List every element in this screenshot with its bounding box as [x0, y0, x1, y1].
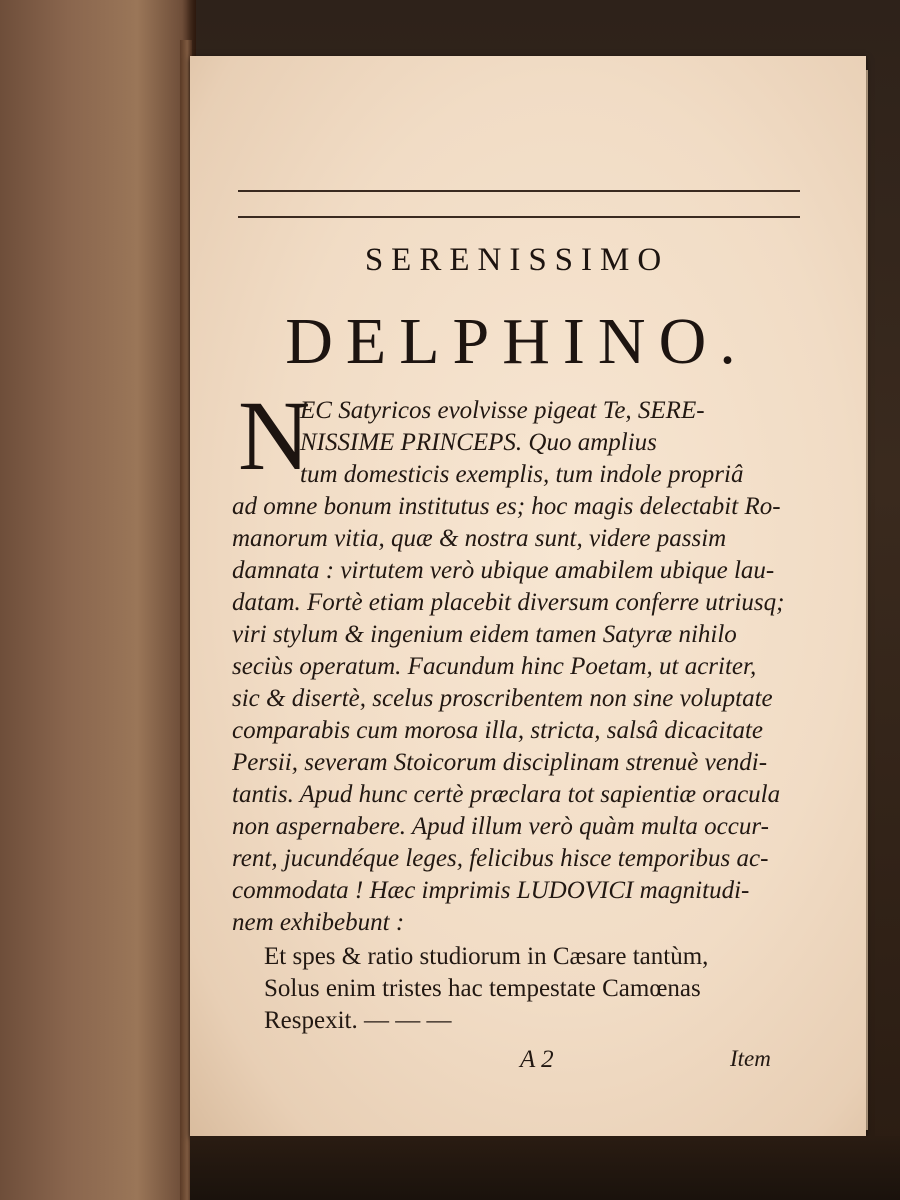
catchword: Item — [730, 1046, 771, 1071]
text-line: tantis. Apud hunc certè præclara tot sapientiæ oracula — [232, 781, 781, 808]
text-line: comparabis cum morosa illa, stricta, salsâ dicacitate — [232, 717, 763, 744]
text-line: tum domesticis exemplis, tum indole propriâ — [300, 461, 744, 488]
text-line: non aspernabere. Apud illum verò quàm multa occur- — [232, 813, 769, 840]
verse-line: Respexit. — — — — [264, 1007, 452, 1034]
bottom-shadow — [190, 1136, 900, 1200]
text-line: EC Satyricos evolvisse pigeat Te, SERE- — [300, 397, 705, 424]
drop-cap: N — [238, 380, 311, 491]
text-line: manorum vitia, quæ & nostra sunt, videre passim — [232, 525, 727, 552]
text-line: Persii, severam Stoicorum disciplinam strenuè vendi- — [232, 749, 768, 776]
text-line: ad omne bonum institutus es; hoc magis delectabit Ro- — [232, 493, 781, 520]
text-line: seciùs operatum. Facundum hinc Poetam, ut acriter, — [232, 653, 757, 680]
text-line: damnata : virtutem verò ubique amabilem ubique lau- — [232, 557, 775, 584]
heading-delphino: DELPHINO. — [285, 305, 749, 378]
heading-serenissimo: SERENISSIMO — [364, 242, 670, 278]
top-rule — [238, 190, 800, 192]
text-line: commodata ! Hæc imprimis LUDOVICI magnitudi- — [232, 877, 750, 904]
left-page — [0, 0, 196, 1200]
text-line: rent, jucundéque leges, felicibus hisce temporibus ac- — [232, 845, 769, 872]
text-line: nem exhibebunt : — [232, 909, 405, 936]
text-line: NISSIME PRINCEPS. Quo amplius — [300, 429, 657, 456]
text-line: viri stylum & ingenium eidem tamen Satyræ nihilo — [232, 621, 737, 648]
second-rule — [238, 216, 800, 218]
text-line: sic & disertè, scelus proscribentem non sine voluptate — [232, 685, 773, 712]
signature-mark: A 2 — [520, 1046, 554, 1073]
verse-line: Et spes & ratio studiorum in Cæsare tantùm, — [264, 943, 709, 970]
text-line: datam. Fortè etiam placebit diversum conferre utriusq; — [232, 589, 785, 616]
book-page — [190, 56, 866, 1136]
verse-line: Solus enim tristes hac tempestate Camœnas — [264, 975, 701, 1002]
